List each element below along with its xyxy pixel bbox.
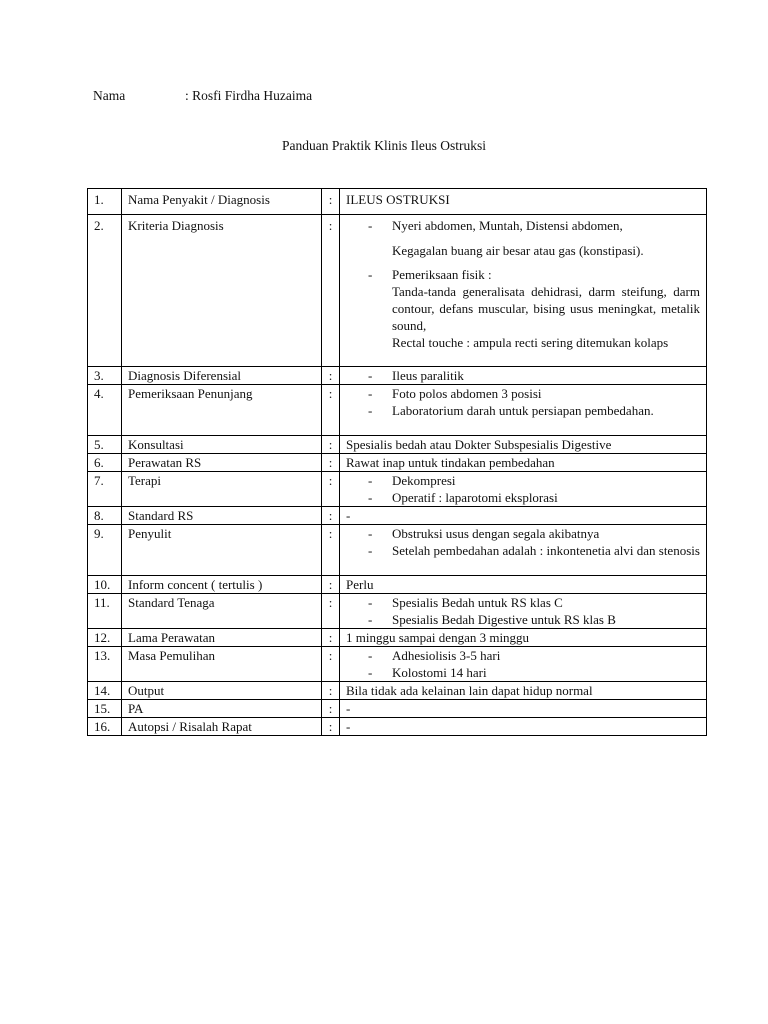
row-number: 9. bbox=[88, 525, 122, 576]
row-number: 6. bbox=[88, 454, 122, 472]
row-separator: : bbox=[322, 594, 340, 629]
list-item: - Ileus paralitik bbox=[346, 367, 700, 384]
row-item: Pemeriksaan Penunjang bbox=[122, 385, 322, 436]
row-value bbox=[340, 385, 707, 436]
row-item: Nama Penyakit / Diagnosis bbox=[122, 189, 322, 215]
row-value bbox=[340, 525, 707, 576]
row-value: Rawat inap untuk tindakan pembedahan bbox=[340, 454, 707, 472]
row-number: 10. bbox=[88, 576, 122, 594]
row-separator: : bbox=[322, 507, 340, 525]
row-item: Masa Pemulihan bbox=[122, 647, 322, 682]
row-value: - bbox=[340, 718, 707, 736]
table-row bbox=[88, 367, 707, 385]
list-item: - Laboratorium darah untuk persiapan pembedahan. bbox=[346, 402, 700, 419]
table-row bbox=[88, 718, 707, 736]
row-item: Kriteria Diagnosis bbox=[122, 215, 322, 367]
list-item: - Foto polos abdomen 3 posisi bbox=[346, 385, 700, 402]
table-row bbox=[88, 647, 707, 682]
row-item: Diagnosis Diferensial bbox=[122, 367, 322, 385]
row-separator: : bbox=[322, 647, 340, 682]
row-item: Inform concent ( tertulis ) bbox=[122, 576, 322, 594]
criteria-symptoms: - Nyeri abdomen, Muntah, Distensi abdomen, bbox=[392, 218, 623, 233]
row-separator: : bbox=[322, 436, 340, 454]
clinical-guideline-table bbox=[87, 188, 707, 736]
row-value: 1 minggu sampai dengan 3 minggu bbox=[340, 629, 707, 647]
list-item: - Operatif : laparotomi eksplorasi bbox=[346, 489, 700, 506]
row-separator: : bbox=[322, 682, 340, 700]
list-item: - Obstruksi usus dengan segala akibatnya bbox=[346, 525, 700, 542]
table-row bbox=[88, 629, 707, 647]
row-item: Terapi bbox=[122, 472, 322, 507]
row-value: - bbox=[340, 507, 707, 525]
table-row bbox=[88, 472, 707, 507]
row-item: PA bbox=[122, 700, 322, 718]
name-label: Nama bbox=[93, 88, 126, 103]
row-number: 7. bbox=[88, 472, 122, 507]
physical-exam-signs: Tanda-tanda generalisata dehidrasi, darm steifung, darm contour, defans muscular, bising usus meningkat, metalik sound, bbox=[392, 284, 700, 333]
row-separator: : bbox=[322, 525, 340, 576]
row-value: Perlu bbox=[340, 576, 707, 594]
row-number: 11. bbox=[88, 594, 122, 629]
row-value: Spesialis bedah atau Dokter Subspesialis Digestive bbox=[340, 436, 707, 454]
row-separator: : bbox=[322, 367, 340, 385]
row-separator: : bbox=[322, 215, 340, 367]
row-item: Output bbox=[122, 682, 322, 700]
row-item: Perawatan RS bbox=[122, 454, 322, 472]
table-row bbox=[88, 454, 707, 472]
row-separator: : bbox=[322, 576, 340, 594]
row-number: 14. bbox=[88, 682, 122, 700]
table-row bbox=[88, 385, 707, 436]
table-row bbox=[88, 682, 707, 700]
row-value: - bbox=[340, 700, 707, 718]
row-separator: : bbox=[322, 385, 340, 436]
row-item: Standard Tenaga bbox=[122, 594, 322, 629]
table-row bbox=[88, 215, 707, 367]
list-item: - Dekompresi bbox=[346, 472, 700, 489]
row-separator: : bbox=[322, 454, 340, 472]
list-item: - Setelah pembedahan adalah : inkontenetia alvi dan stenosis bbox=[346, 542, 700, 559]
table-row bbox=[88, 594, 707, 629]
row-separator: : bbox=[322, 718, 340, 736]
row-number: 2. bbox=[88, 215, 122, 367]
row-number: 1. bbox=[88, 189, 122, 215]
row-value bbox=[340, 367, 707, 385]
row-separator: : bbox=[322, 700, 340, 718]
row-item: Lama Perawatan bbox=[122, 629, 322, 647]
row-number: 16. bbox=[88, 718, 122, 736]
table-row bbox=[88, 525, 707, 576]
row-number: 3. bbox=[88, 367, 122, 385]
row-number: 15. bbox=[88, 700, 122, 718]
row-separator: : bbox=[322, 189, 340, 215]
name-value: : Rosfi Firdha Huzaima bbox=[185, 88, 313, 103]
row-number: 12. bbox=[88, 629, 122, 647]
physical-exam-rectal: Rectal touche : ampula recti sering ditemukan kolaps bbox=[392, 335, 669, 350]
row-separator: : bbox=[322, 629, 340, 647]
row-separator: : bbox=[322, 472, 340, 507]
list-item bbox=[346, 266, 700, 351]
table-row bbox=[88, 436, 707, 454]
row-number: 8. bbox=[88, 507, 122, 525]
row-value: Bila tidak ada kelainan lain dapat hidup normal bbox=[340, 682, 707, 700]
row-value bbox=[340, 594, 707, 629]
row-value bbox=[340, 215, 707, 367]
row-item: Konsultasi bbox=[122, 436, 322, 454]
list-item: - Spesialis Bedah Digestive untuk RS klas B bbox=[346, 611, 700, 628]
list-item: - Kolostomi 14 hari bbox=[346, 664, 700, 681]
document-title: Panduan Praktik Klinis Ileus Ostruksi bbox=[282, 138, 486, 153]
physical-exam-label: - Pemeriksaan fisik : bbox=[392, 267, 492, 282]
table-row bbox=[88, 507, 707, 525]
row-value: ILEUS OSTRUKSI bbox=[340, 189, 707, 215]
row-number: 13. bbox=[88, 647, 122, 682]
row-item: Penyulit bbox=[122, 525, 322, 576]
row-number: 5. bbox=[88, 436, 122, 454]
name-line bbox=[93, 88, 312, 104]
row-item: Standard RS bbox=[122, 507, 322, 525]
row-number: 4. bbox=[88, 385, 122, 436]
list-item: - Adhesiolisis 3-5 hari bbox=[346, 647, 700, 664]
row-value bbox=[340, 647, 707, 682]
table-row bbox=[88, 700, 707, 718]
list-item bbox=[346, 217, 700, 259]
row-item: Autopsi / Risalah Rapat bbox=[122, 718, 322, 736]
table-row bbox=[88, 576, 707, 594]
row-value bbox=[340, 472, 707, 507]
table-row bbox=[88, 189, 707, 215]
criteria-list bbox=[346, 217, 700, 351]
criteria-constipation: Kegagalan buang air besar atau gas (konstipasi). bbox=[392, 243, 644, 258]
list-item: - Spesialis Bedah untuk RS klas C bbox=[346, 594, 700, 611]
